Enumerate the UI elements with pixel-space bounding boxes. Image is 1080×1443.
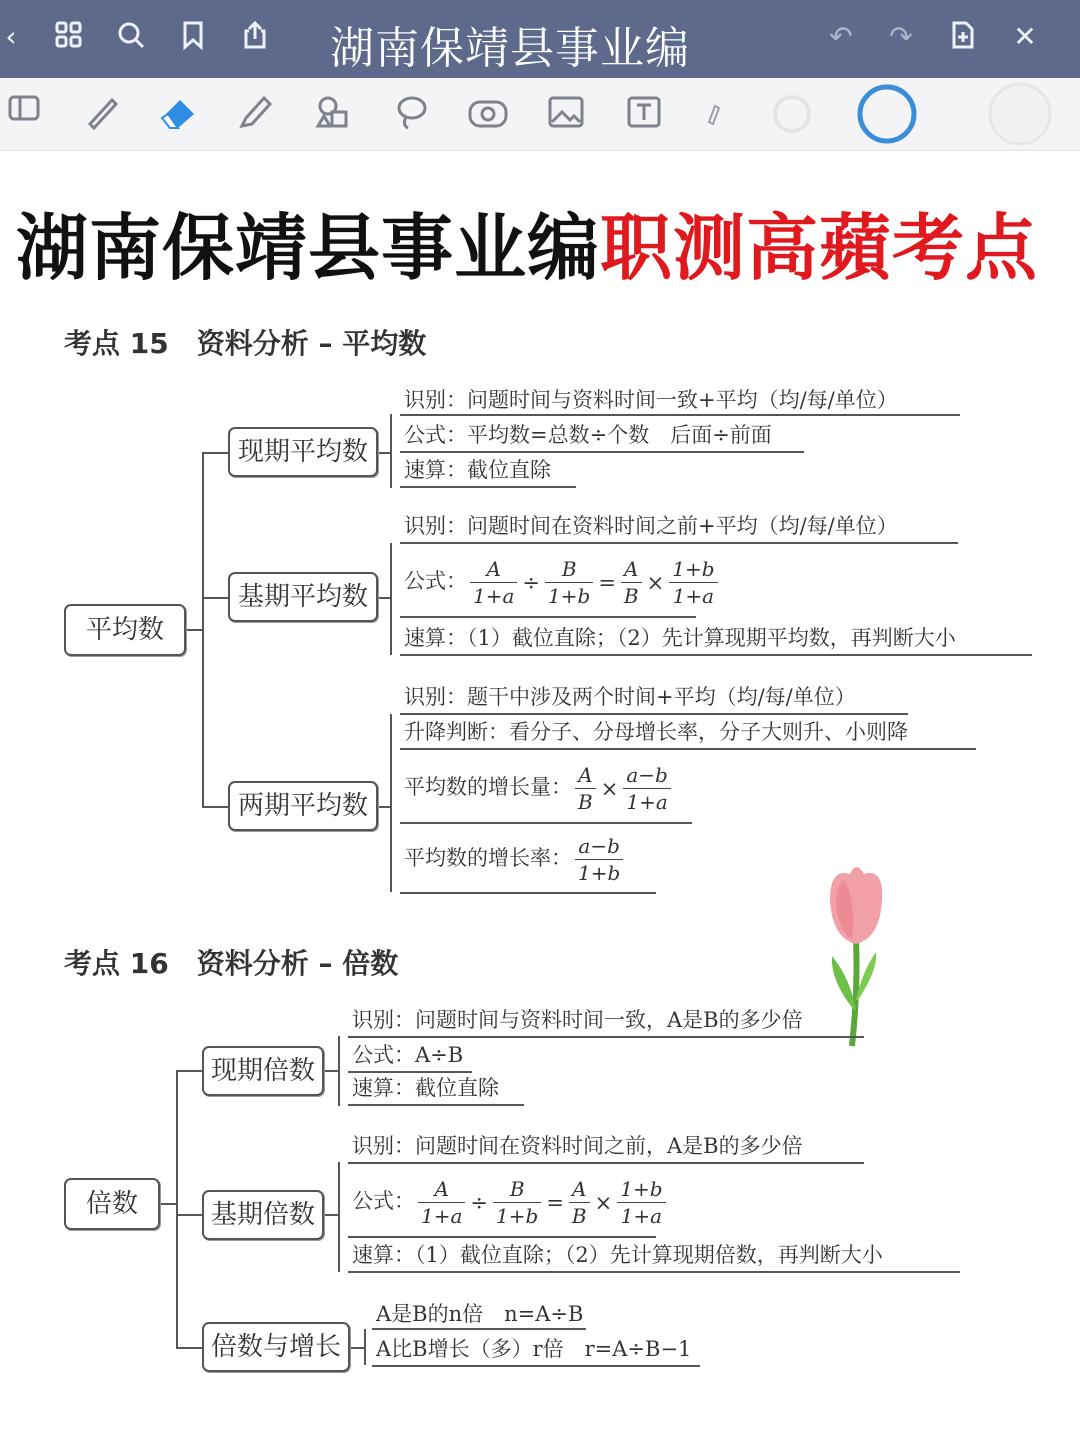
leaf-formula: 公式： $\frac{A}{1+a}$ ÷ $\frac{B}{1+b}$ = $\frac{A}{B}$ × $\frac{1+b}{1+a}$ bbox=[400, 548, 696, 618]
eraser-icon[interactable] bbox=[156, 92, 200, 136]
connector bbox=[364, 1329, 366, 1365]
connector bbox=[390, 414, 392, 488]
pattern-swatch-icon[interactable] bbox=[960, 80, 1080, 148]
color-blue-icon[interactable] bbox=[852, 82, 922, 146]
connector bbox=[202, 597, 228, 599]
leaf-quick-calc: 速算：（1）截位直除；（2）先计算现期倍数，再判断大小 bbox=[348, 1239, 960, 1273]
connector bbox=[378, 452, 390, 454]
connector bbox=[186, 629, 202, 631]
formula-label: 公式： bbox=[352, 1189, 415, 1213]
highlighter-icon[interactable] bbox=[234, 92, 278, 136]
leaf-quick-calc: 速算：截位直除 bbox=[400, 454, 576, 488]
connector bbox=[324, 1214, 338, 1216]
fraction: $\frac{1+b}{1+a}$ bbox=[617, 1176, 665, 1229]
leaf-identify: 识别：题干中涉及两个时间+平均（均/每/单位） bbox=[400, 681, 908, 715]
color-gray-icon[interactable] bbox=[770, 92, 814, 136]
undo-icon[interactable]: ↶ bbox=[829, 20, 853, 53]
leaf-rise-fall: 升降判断：看分子、分母增长率，分子大则升、小则降 bbox=[400, 716, 976, 750]
branch-base-multiple: 基期倍数 bbox=[202, 1190, 324, 1240]
section-heading-16: 考点 16 资料分析 – 倍数 bbox=[64, 947, 399, 980]
share-icon[interactable] bbox=[238, 20, 272, 54]
page-title bbox=[16, 190, 1038, 294]
branch-multiple-growth: 倍数与增长 bbox=[202, 1322, 350, 1372]
connector bbox=[390, 543, 392, 655]
leaf-identify: 识别：问题时间在资料时间之前+平均（均/每/单位） bbox=[400, 510, 958, 544]
sidebar-toggle-icon[interactable] bbox=[2, 92, 46, 136]
branch-current-multiple: 现期倍数 bbox=[202, 1046, 324, 1096]
fraction: $\frac{a-b}{1+a}$ bbox=[623, 762, 670, 815]
app-top-bar bbox=[0, 0, 1080, 78]
grid-icon[interactable] bbox=[52, 20, 86, 54]
leaf-quick-calc: 速算：截位直除 bbox=[348, 1072, 524, 1106]
fraction: $\frac{A}{B}$ bbox=[575, 762, 596, 815]
formula-label: 公式： bbox=[404, 569, 467, 593]
leaf-r-times-growth: A比B增长（多）r倍 r=A÷B−1 bbox=[372, 1333, 700, 1367]
drawing-toolbar bbox=[0, 78, 1080, 151]
pen-icon[interactable] bbox=[80, 92, 124, 136]
fraction: $\frac{A}{1+a}$ bbox=[418, 1176, 465, 1229]
connector bbox=[338, 1036, 340, 1106]
fraction: $\frac{B}{1+b}$ bbox=[493, 1176, 541, 1229]
title-red: 职测高蘋考点 bbox=[600, 206, 1039, 290]
fraction: $\frac{a-b}{1+b}$ bbox=[575, 833, 623, 886]
pencil-small-icon[interactable] bbox=[690, 92, 734, 136]
section-heading-15: 考点 15 资料分析 – 平均数 bbox=[64, 327, 427, 360]
redo-icon[interactable]: ↷ bbox=[889, 20, 913, 53]
connector bbox=[202, 452, 228, 454]
fraction: $\frac{B}{1+b}$ bbox=[545, 556, 593, 609]
connector bbox=[338, 1162, 340, 1272]
connector bbox=[176, 1214, 202, 1216]
branch-base-average: 基期平均数 bbox=[228, 572, 378, 622]
connector bbox=[324, 1070, 338, 1072]
leaf-identify: 识别：问题时间在资料时间之前，A是B的多少倍 bbox=[348, 1130, 864, 1164]
leaf-formula: 公式：平均数=总数÷个数 后面÷前面 bbox=[400, 419, 804, 453]
add-page-icon[interactable] bbox=[946, 20, 980, 54]
leaf-formula: 公式：A÷B bbox=[348, 1039, 472, 1073]
leaf-identify: 识别：问题时间与资料时间一致，A是B的多少倍 bbox=[348, 1004, 864, 1038]
bookmark-icon[interactable] bbox=[176, 20, 210, 54]
camera-icon[interactable] bbox=[466, 92, 510, 136]
connector bbox=[176, 1070, 202, 1072]
branch-two-period-average: 两期平均数 bbox=[228, 781, 378, 831]
connector bbox=[160, 1203, 176, 1205]
fraction: $\frac{A}{B}$ bbox=[621, 556, 642, 609]
fraction: $\frac{A}{1+a}$ bbox=[470, 556, 517, 609]
leaf-identify: 识别：问题时间与资料时间一致+平均（均/每/单位） bbox=[400, 384, 960, 416]
branch-current-average: 现期平均数 bbox=[228, 427, 378, 477]
root-node-multiple: 倍数 bbox=[64, 1178, 160, 1230]
leaf-growth-rate bbox=[400, 826, 656, 894]
leaf-quick-calc: 速算：（1）截位直除；（2）先计算现期平均数，再判断大小 bbox=[400, 622, 1032, 656]
connector bbox=[378, 597, 390, 599]
connector bbox=[176, 1070, 178, 1348]
leaf-n-times: A是B的n倍 n=A÷B bbox=[372, 1298, 586, 1330]
leaf-growth-amount: 平均数的增长量： $\frac{A}{B}$ × $\frac{a-b}{1+a}$ bbox=[400, 754, 692, 824]
search-icon[interactable] bbox=[114, 20, 148, 54]
fraction: $\frac{1+b}{1+a}$ bbox=[669, 556, 717, 609]
connector bbox=[202, 452, 204, 807]
back-icon[interactable]: ‹ bbox=[5, 20, 17, 53]
shapes-icon[interactable] bbox=[312, 92, 356, 136]
connector bbox=[350, 1347, 364, 1349]
close-icon[interactable]: ✕ bbox=[1013, 20, 1037, 53]
leaf-formula: 公式： $\frac{A}{1+a}$ ÷ $\frac{B}{1+b}$ = $\frac{A}{B}$ × $\frac{1+b}{1+a}$ bbox=[348, 1168, 656, 1238]
connector bbox=[378, 806, 390, 808]
fraction: $\frac{A}{B}$ bbox=[569, 1176, 590, 1229]
connector bbox=[176, 1347, 202, 1349]
connector bbox=[202, 806, 228, 808]
connector bbox=[390, 714, 392, 892]
growth-rate-label: 平均数的增长率： bbox=[404, 846, 572, 870]
title-black: 湖南保靖县事业编 bbox=[16, 206, 601, 290]
root-node-average: 平均数 bbox=[64, 604, 186, 656]
lasso-icon[interactable] bbox=[390, 92, 434, 136]
text-icon[interactable] bbox=[622, 92, 666, 136]
app-title: 湖南保靖县事业编 bbox=[330, 23, 690, 74]
image-icon[interactable] bbox=[544, 92, 588, 136]
growth-amount-label: 平均数的增长量： bbox=[404, 775, 572, 799]
